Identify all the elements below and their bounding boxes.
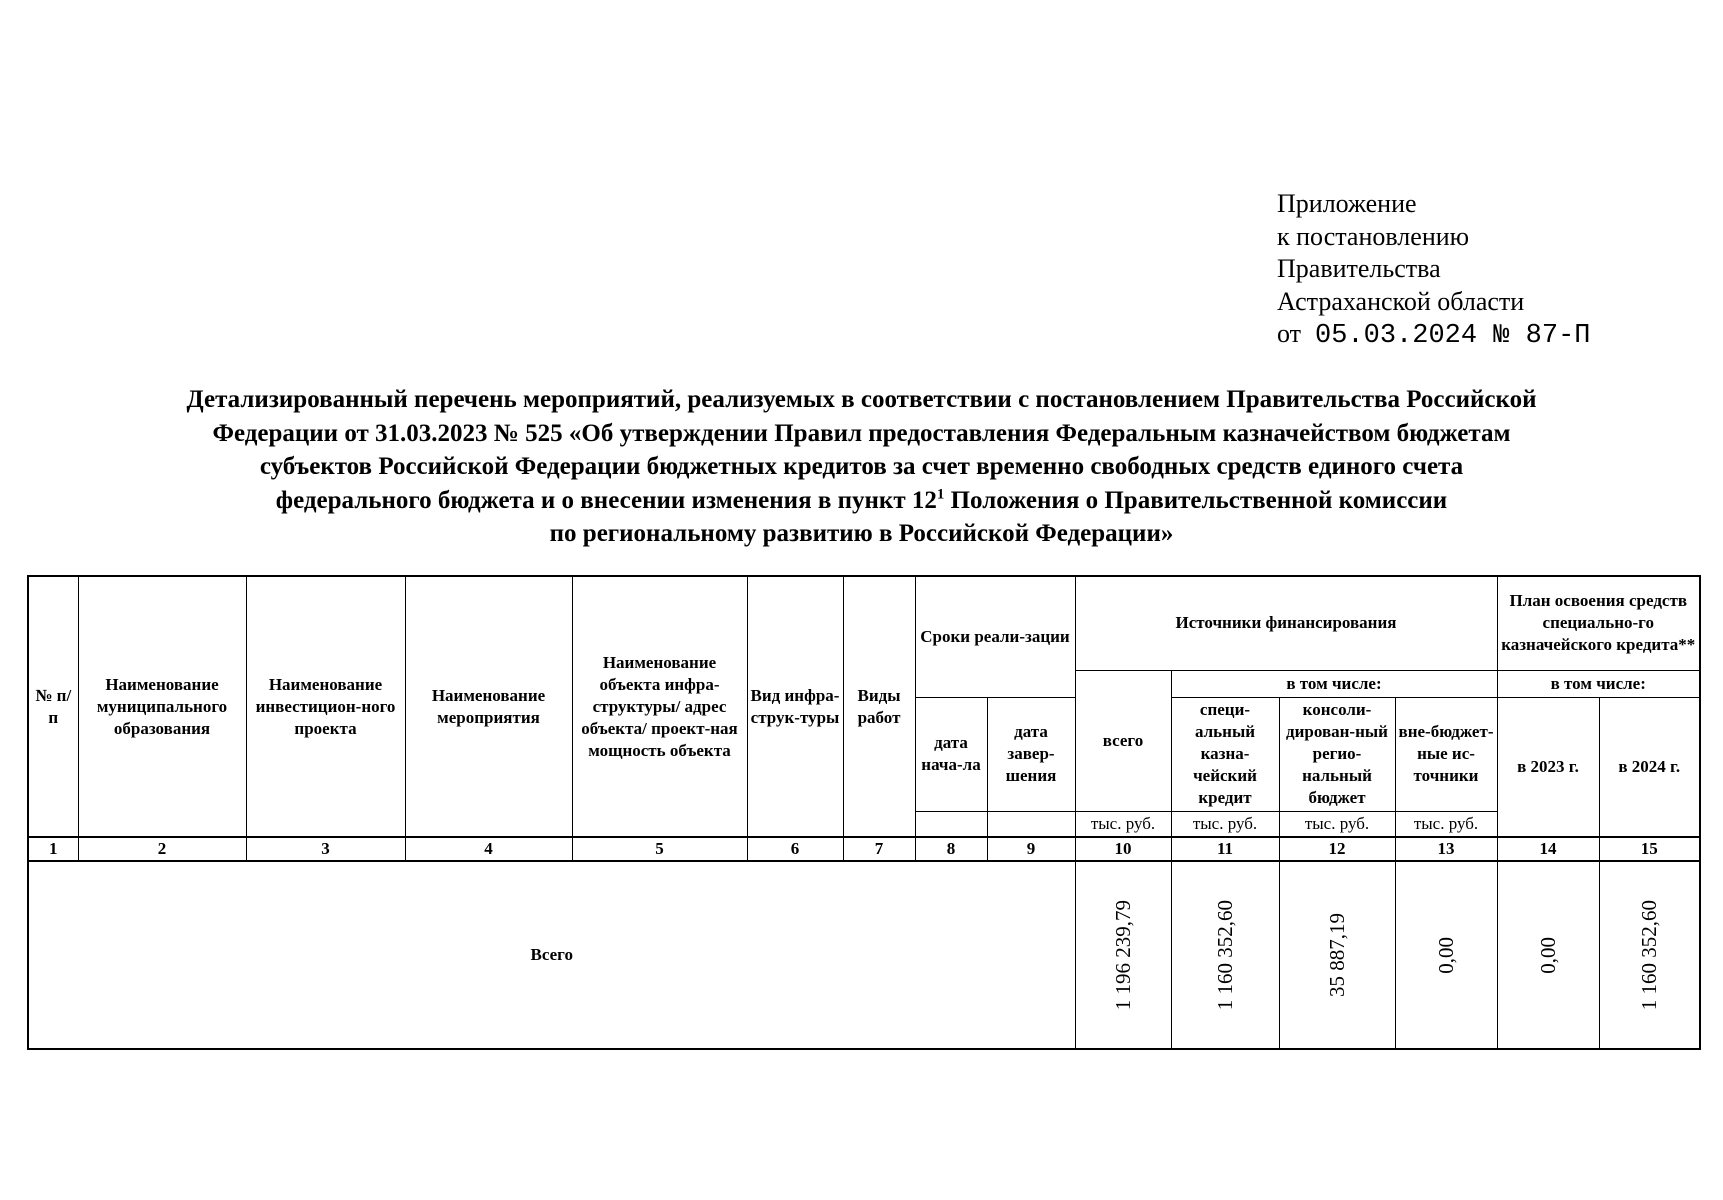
column-number: 12 [1279,837,1395,861]
total-cell [1497,861,1599,1049]
header-col-14: в 2023 г. [1497,697,1599,837]
column-number: 10 [1075,837,1171,861]
header-terms: Сроки реали-зации [915,576,1075,697]
title-line: субъектов Российской Федерации бюджетных кредитов за счет временно свободных средств единого счета [259,453,1464,480]
total-cell [1395,861,1497,1049]
column-number: 11 [1171,837,1279,861]
column-number: 2 [78,837,246,861]
header-col-8: дата нача-ла [915,697,987,811]
appendix-line: Астраханской области [1277,286,1525,316]
column-number: 15 [1599,837,1700,861]
header-col-6: Вид инфра-струк-туры [747,576,843,837]
total-cell [1279,861,1395,1049]
appendix-line: Приложение [1277,189,1417,218]
header-terms-spacer [987,811,1075,837]
total-value: 1 196 239,79 [1111,899,1135,1011]
appendix-date-prefix: от [1277,319,1302,348]
title-superscript: 1 [936,486,945,503]
total-label: Всего [28,861,1075,1049]
header-col-1: № п/п [28,576,78,837]
total-value: 0,00 [1434,936,1458,974]
header-col-11: специ-альный казна-чейский кредит [1171,697,1279,811]
header-col-5: Наименование объекта инфра-структуры/ адрес объекта/ проект-ная мощность объекта [572,576,747,837]
column-number: 13 [1395,837,1497,861]
column-number: 14 [1497,837,1599,861]
title-line-part: Положения о Правительственной комиссии [944,486,1448,514]
column-number: 4 [405,837,572,861]
total-cell [1599,861,1700,1049]
total-value: 0,00 [1536,936,1560,974]
title-line: Детализированный перечень мероприятий, реализуемых в соответствии с постановлением Правительства Российской [186,386,1537,413]
total-value: 1 160 352,60 [1213,899,1237,1011]
header-sources: Источники финансирования [1075,576,1497,670]
appendix-block [1277,188,1590,353]
column-number: 1 [28,837,78,861]
column-numbers-row [28,837,1700,861]
appendix-date-number: 05.03.2024 № 87-П [1315,321,1591,351]
header-col-7: Виды работ [843,576,915,837]
total-value: 35 887,19 [1325,913,1349,997]
title-line: Федерации от 31.03.2023 № 525 «Об утверждении Правил предоставления Федеральным казначейством бюджетам [212,419,1511,447]
header-plan-including: в том числе: [1497,670,1700,697]
column-number: 9 [987,837,1075,861]
appendix-date-line [1277,318,1590,353]
unit-label: тыс. руб. [1075,811,1171,837]
total-cell [1075,861,1171,1049]
header-col-3: Наименование инвестицион-ного проекта [246,576,405,837]
total-row [28,861,1700,1049]
column-number: 3 [246,837,405,861]
header-sources-including: в том числе: [1171,670,1497,697]
column-number: 6 [747,837,843,861]
header-col-2: Наименование муниципального образования [78,576,246,837]
column-number: 7 [843,837,915,861]
header-terms-spacer [915,811,987,837]
header-col-12: консоли-дирован-ный регио-нальный бюджет [1279,697,1395,811]
appendix-line: Правительства [1277,254,1441,283]
document-title [80,383,1643,551]
total-cell [1171,861,1279,1049]
header-row [28,576,1700,670]
appendix-line: к постановлению [1277,221,1470,251]
title-line-part: федерального бюджета и о внесении изменения в пункт 12 [275,486,937,514]
unit-label: тыс. руб. [1171,811,1279,837]
header-col-9: дата завер-шения [987,697,1075,811]
header-col-15: в 2024 г. [1599,697,1700,837]
activities-table [27,575,1701,1050]
title-line [80,484,1643,518]
total-value: 1 160 352,60 [1637,899,1662,1011]
column-number: 8 [915,837,987,861]
column-number: 5 [572,837,747,861]
header-col-10: всего [1075,670,1171,811]
header-plan: План освоения средств специально-го казначейского кредита** [1497,576,1700,670]
header-col-13: вне-бюджет-ные ис-точники [1395,697,1497,811]
unit-label: тыс. руб. [1395,811,1497,837]
unit-label: тыс. руб. [1279,811,1395,837]
title-line: по региональному развитию в Российской Федерации» [549,520,1174,547]
header-col-4: Наименование мероприятия [405,576,572,837]
